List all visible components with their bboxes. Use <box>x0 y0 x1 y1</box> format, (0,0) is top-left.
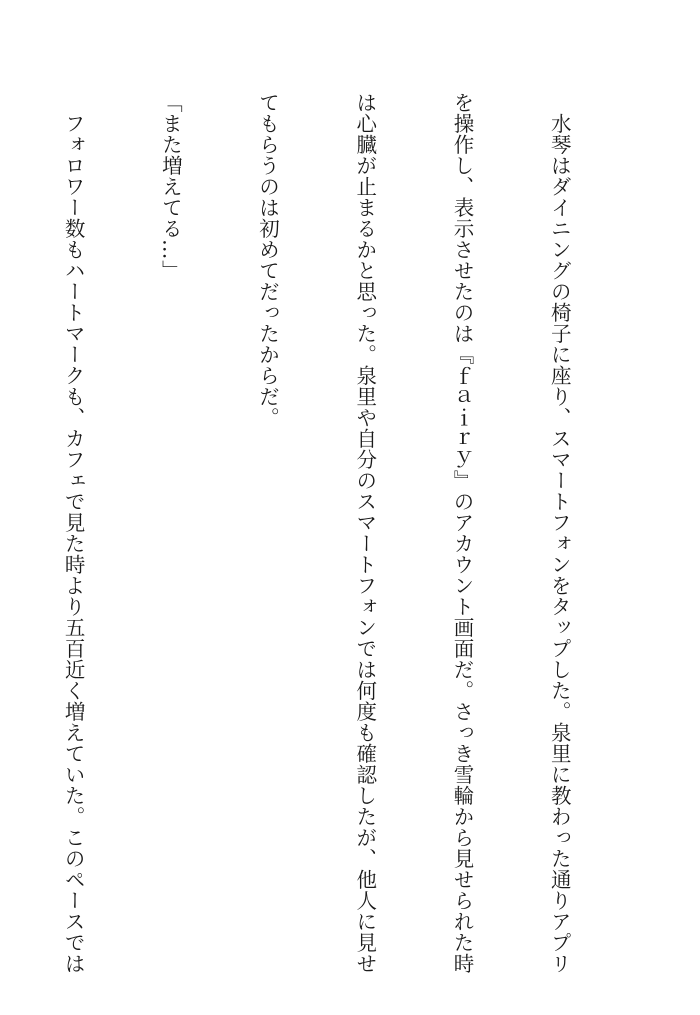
text-line: を操作し、表示させたのは『ｆａｉｒｙ』のアカウント画面だ。さっき雪輪から見せられた時 <box>449 92 474 974</box>
text-line: は心臓が止まるかと思った。泉里や自分のスマートフォンでは何度も確認したが、他人に見せ <box>352 92 377 974</box>
vertical-text-body <box>0 92 640 972</box>
dialogue-line: 「また増えてる…」 <box>158 92 183 281</box>
text-line: 水琴はダイニングの椅子に座り、スマートフォンをタップした。泉里に教わった通りアプリ <box>547 92 572 974</box>
text-line: てもらうのは初めてだったからだ。 <box>255 92 280 428</box>
text-line: フォロワー数もハートマークも、カフェで見た時より五百近く増えていた。このペースでは <box>61 92 86 974</box>
